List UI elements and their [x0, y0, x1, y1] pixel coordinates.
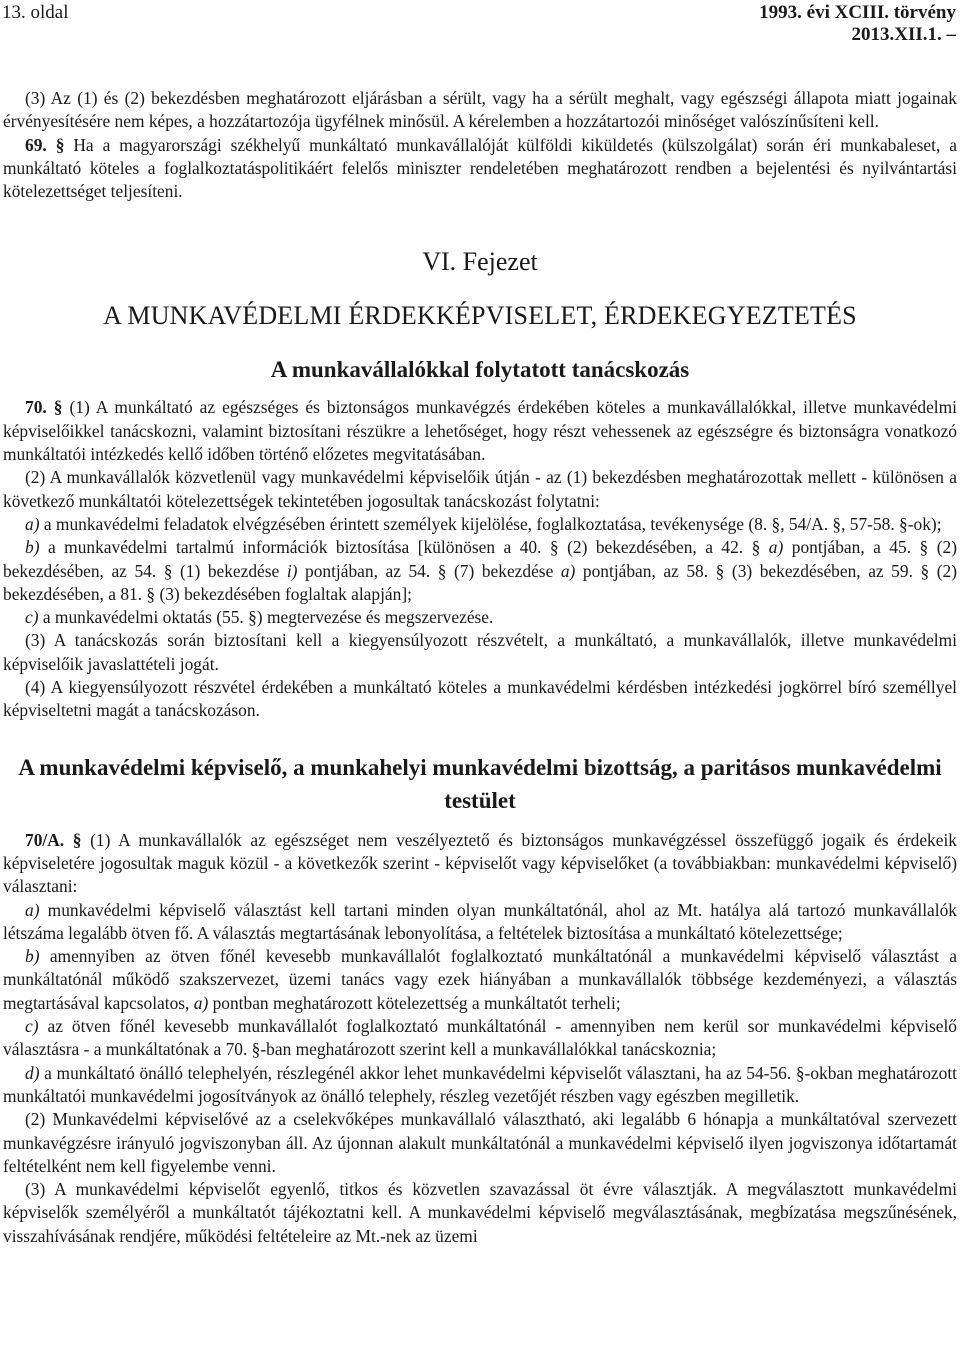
page-header-law — [759, 2, 956, 46]
section-heading-representative: A munkavédelmi képviselő, a munkahelyi munkavédelmi bizottság, a paritásos munkavédelmi testület — [18, 754, 942, 813]
section-70a-1-b: b) amennyiben az ötven főnél kevesebb munkavállalót foglalkoztató munkáltatónál a munkavédelmi képviselő választást a munkáltatónál működő szakszervezet, üzemi tanács vagy ezek hiányában a munkavállalók többsége kezdeményezi, a választás megtartásával kapcsolatos, a) pontban meghatározott kötelezettség a munkáltatót terheli; — [3, 946, 957, 1013]
section-number: 70/A. § — [25, 829, 82, 850]
section-text: (1) A munkavállalók az egészséget nem veszélyeztető és biztonságos munkavégzéssel összefüggő jogaik és érdekeik képviseletére jogosultak maguk közül - a következők szerint - képviselőt vagy képviselőket (a továbbiakban: munkavédelmi képviselő) választani: — [3, 829, 957, 897]
section-70a-1-c: c) az ötven főnél kevesebb munkavállalót foglalkoztató munkáltatónál - amennyiben nem kerül sor munkavédelmi képviselő választásra - a munkáltatónak a 70. §-ban meghatározott szerint kell a munkavállalókkal tanácskoznia; — [3, 1016, 957, 1060]
chapter-title: A MUNKAVÉDELMI ÉRDEKKÉPVISELET, ÉRDEKEGYEZTETÉS — [103, 301, 857, 331]
section-70a-1-a: a) munkavédelmi képviselő választást kell tartani minden olyan munkáltatónál, ahol az Mt. hatálya alá tartozó munkavállalók létszáma legalább ötven fő. A választás megtartásának lebonyolítása, a feltételek biztosítása a munkáltató kötelezettsége; — [3, 899, 957, 943]
section-70-3: (3) A tanácskozás során biztosítani kell a kiegyensúlyozott részvételt, a munkáltató, a munkavállalók, illetve munkavédelmi képviselőik javaslattételi jogát. — [3, 630, 957, 674]
chapter-number: VI. Fejezet — [422, 247, 538, 277]
section-70-2-a: a) a munkavédelmi feladatok elvégzésében érintett személyek kijelölése, foglalkoztatása, tevékenysége (8. §, 54/A. §, 57-58. §-ok); — [25, 513, 942, 534]
law-title: 1993. évi XCIII. törvény — [759, 2, 956, 23]
document-body — [3, 87, 957, 1248]
section-70a-1-d: d) a munkáltató önálló telephelyén, részlegénél akkor lehet munkavédelmi képviselőt választani, ha az 54-56. §-okban meghatározott munkáltatói munkavédelmi jogosítványok az önálló telephely, részleg vezetőjét részben vagy egészben megilletik. — [3, 1062, 957, 1106]
section-text: Ha a magyarországi székhelyű munkáltató munkavállalóját külföldi kiküldetés (külszolgálat) során éri munkabaleset, a munkáltató köteles a foglalkoztatáspolitikáért felelős miniszter rendeletében meghatározott rendben a bejelentési és nyilvántartási kötelezettséget teljesíteni. — [3, 134, 957, 202]
section-70-4: (4) A kiegyensúlyozott részvétel érdekében a munkáltató köteles a munkavédelmi kérdésben intézkedési jogkörrel bíró személlyel képviseltetni magát a tanácskozáson. — [3, 677, 957, 721]
section-69 — [3, 134, 957, 204]
section-70a-1 — [3, 829, 957, 899]
section-70-2: (2) A munkavállalók közvetlenül vagy munkavédelmi képviselőik útján - az (1) bekezdésben meghatározottak mellett - különösen a következő munkáltatói kötelezettségek tekintetében jogosultak tanácskozást folytatni: — [3, 467, 957, 511]
point-marker: b) — [25, 537, 40, 558]
paragraph-68-3: (3) Az (1) és (2) bekezdésben meghatározott eljárásban a sérült, vagy ha a sérült meghalt, vagy egészségi állapota miatt jogainak érvényesítésére nem képes, a hozzátartozója ügyfélnek minősül. A kérelemben a hozzátartozói minőséget valószínűsíteni kell. — [3, 88, 957, 132]
point-marker: a) — [25, 899, 40, 920]
section-70a-2: (2) Munkavédelmi képviselővé az a cselekvőképes munkavállaló választható, aki legalább 6 hónapja a munkáltatóval szervezett munkavégzésre irányuló jogviszonyban áll. Az újonnan alakult munkáltatónál a munkavédelmi képviselő ilyen jogviszonya időtartamát feltételként nem kell figyelembe venni. — [3, 1109, 957, 1176]
page-number-label: 13. oldal — [2, 2, 69, 23]
section-heading-consultation: A munkavállalókkal folytatott tanácskozás — [270, 357, 690, 383]
section-number: 69. § — [25, 134, 65, 155]
point-marker: d) — [25, 1062, 40, 1083]
point-marker: c) — [25, 1016, 39, 1037]
point-marker: b) — [25, 946, 40, 967]
section-70-1 — [3, 396, 957, 466]
section-70a-3: (3) A munkavédelmi képviselőt egyenlő, titkos és közvetlen szavazással öt évre választják. A megválasztott munkavédelmi képviselők személyéről a munkáltatót tájékoztatni kell. A munkavédelmi képviselő megválasztásának, megbízatása megszűnésének, visszahívásának rendjére, működési feltételeire az Mt.-nek az üzemi — [3, 1179, 957, 1246]
law-date: 2013.XII.1. – — [851, 24, 956, 45]
section-text: (1) A munkáltató az egészséges és biztonságos munkavégzés érdekében köteles a munkavállalókkal, illetve munkavédelmi képviselőikkel tanácskozni, valamint biztosítani részükre a lehetőséget, hogy részt vehessenek az egészségre és biztonságra vonatkozó munkáltatói intézkedés kellő időben történő előzetes megvitatásában. — [3, 397, 957, 465]
section-70-2-c: c) a munkavédelmi oktatás (55. §) megtervezése és megszervezése. — [25, 607, 494, 628]
point-marker: c) — [25, 607, 39, 628]
point-marker: a) — [25, 513, 40, 534]
section-number: 70. § — [25, 397, 63, 418]
section-70-2-b: b) a munkavédelmi tartalmú információk biztosítása [különösen a 40. § (2) bekezdésében, a 42. § a) pontjában, a 45. § (2) bekezdésében, az 54. § (1) bekezdése i) pontjában, az 54. § (7) bekezdése a) pontjában, az 58. § (3) bekezdésében, az 59. § (2) bekezdésében, a 81. § (3) bekezdésében foglaltak alapján]; — [3, 537, 957, 604]
